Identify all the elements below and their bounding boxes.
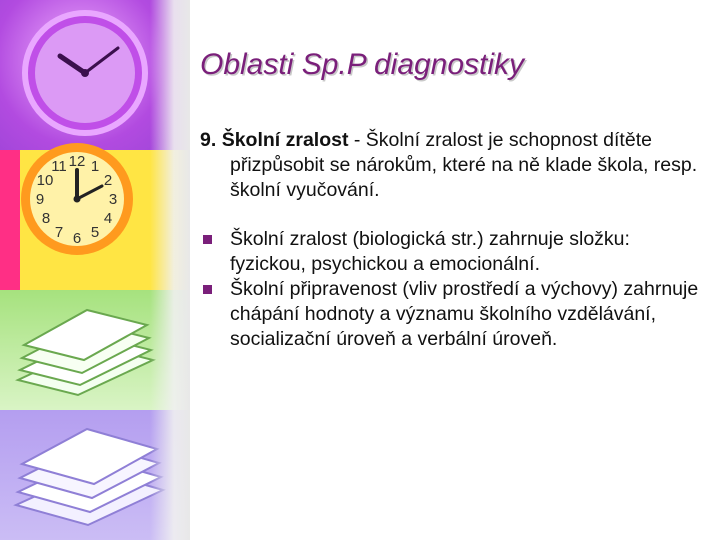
pink-stripe [0,150,20,290]
slide-content [200,128,705,352]
bullet-list [200,227,705,352]
clock-number-5: 5 [90,224,100,241]
intro-number: 9. [200,129,217,151]
clock-number-4: 4 [103,210,113,227]
intro-paragraph [200,128,705,203]
square-bullet-icon [203,285,212,294]
list-item [200,277,705,352]
bullet-text: Školní připravenost (vliv prostředí a výchovy) zahrnuje chápání hodnoty a významu školního vzdělávání, socializační úroveň a verbální úroveň. [230,278,699,350]
clock-number-3: 3 [108,191,118,208]
slide-title: Oblasti Sp.P diagnostiky [200,48,525,81]
clock-number-8: 8 [41,210,51,227]
clock-number-12: 12 [68,153,86,170]
book-stack-icon [8,300,158,400]
strip-fade-edge [150,0,190,540]
purple-clock-icon [20,8,150,138]
yellow-clock-icon [18,140,136,258]
clock-number-7: 7 [54,224,64,241]
intro-text: - Školní zralost je schopnost dítěte přizpůsobit se nárokům, které na ně klade škola, resp. školní vyučování. [230,129,698,201]
list-item [200,227,705,277]
clock-number-11: 11 [51,158,67,175]
clock-number-10: 10 [36,172,54,189]
square-bullet-icon [203,235,212,244]
clock-number-1: 1 [90,158,100,175]
decorative-photo-strip [0,0,190,540]
intro-term: Školní zralost [221,129,349,151]
clock-number-9: 9 [35,191,45,208]
paper-stack-icon [8,420,168,530]
clock-number-2: 2 [103,172,113,189]
clock-number-6: 6 [72,230,82,247]
bullet-text: Školní zralost (biologická str.) zahrnuje složku: fyzickou, psychickou a emocionální. [230,228,630,275]
